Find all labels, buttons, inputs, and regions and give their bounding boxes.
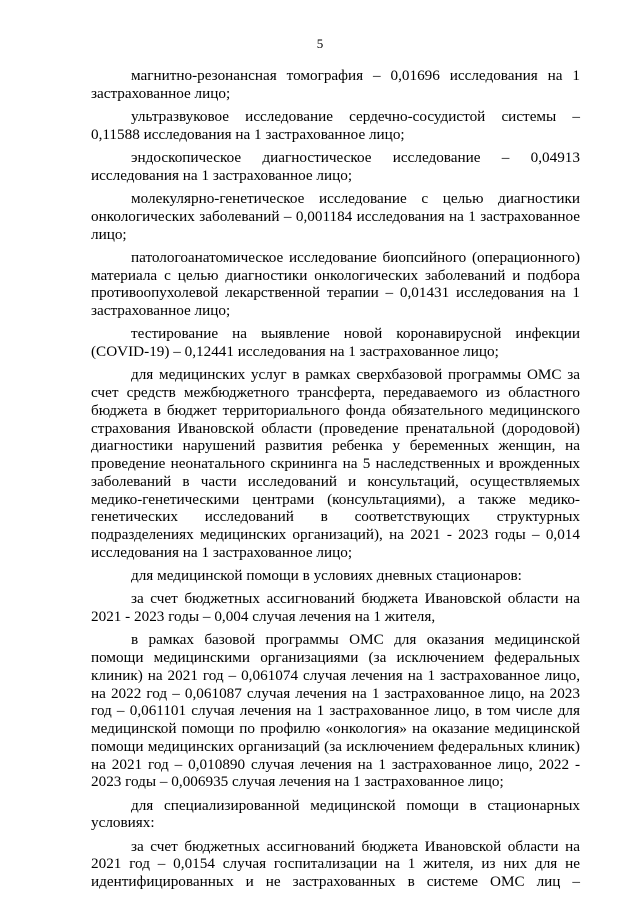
page-number: 5 [316, 36, 324, 51]
paragraph-specialized-care-budget: за счет бюджетных ассигнований бюджета Ивановской области на 2021 год – 0,0154 случая госпитализации на 1 жителя, из них для не идентифицированных и не застрахованных в системе ОМС лиц – [91, 837, 580, 890]
paragraph-extra-base-program: для медицинских услуг в рамках сверхбазовой программы ОМС за счет средств межбюджетного трансферта, передаваемого из областного бюджета в бюджет территориального фонда обязательного медицинского страхования Ивановской области (проведение пренатальной (дородовой) диагностики нарушений развития ребенка у беременных женщин, на проведение неонатального скрининга на 5 наследственных и врожденных заболеваний в части исследований и консультаций, осуществляемых медико-генетическими центрами (консультациями), а также медико-генетических исследований в соответствующих структурных подразделениях медицинских организаций), на 2021 - 2023 годы – 0,014 исследования на 1 застрахованное лицо; [91, 366, 580, 561]
paragraph-molecular-genetic: молекулярно-генетическое исследование с целью диагностики онкологических заболеваний – 0,001184 исследования на 1 застрахованное лицо; [91, 190, 580, 243]
paragraph-mri: магнитно-резонансная томография – 0,01696 исследования на 1 застрахованное лицо; [91, 67, 580, 102]
paragraph-covid-testing: тестирование на выявление новой коронавирусной инфекции (COVID-19) – 0,12441 исследования на 1 застрахованное лицо; [91, 325, 580, 360]
paragraph-day-hospital-budget: за счет бюджетных ассигнований бюджета Ивановской области на 2021 - 2023 годы – 0,004 случая лечения на 1 жителя, [91, 590, 580, 625]
paragraph-endoscopy: эндоскопическое диагностическое исследование – 0,04913 исследования на 1 застрахованное лицо; [91, 149, 580, 184]
document-body [91, 67, 580, 896]
paragraph-pathology: патологоанатомическое исследование биопсийного (операционного) материала с целью диагностики онкологических заболеваний и подбора противоопухолевой лекарственной терапии – 0,01431 исследования на 1 застрахованное лицо; [91, 248, 580, 319]
paragraph-specialized-care-heading: для специализированной медицинской помощи в стационарных условиях: [91, 796, 580, 832]
paragraph-day-hospital-oms: в рамках базовой программы ОМС для оказания медицинской помощи медицинскими организациями (за исключением федеральных клиник) на 2021 год – 0,061074 случая лечения на 1 застрахованное лицо, на 2022 год – 0,061087 случая лечения на 1 застрахованное лицо, на 2023 год – 0,061101 случая лечения на 1 застрахованное лицо, в том числе для медицинской помощи по профилю «онкология» на оказание медицинской помощи медицинских организаций (за исключением федеральных клиник) на 2021 год – 0,010890 случая лечения на 1 застрахованное лицо, 2022 - 2023 годы – 0,006935 случая лечения на 1 застрахованное лицо; [91, 631, 580, 791]
paragraph-day-hospital-heading: для медицинской помощи в условиях дневных стационаров: [131, 567, 522, 584]
paragraph-ultrasound: ультразвуковое исследование сердечно-сосудистой системы – 0,11588 исследования на 1 застрахованное лицо; [91, 108, 580, 143]
